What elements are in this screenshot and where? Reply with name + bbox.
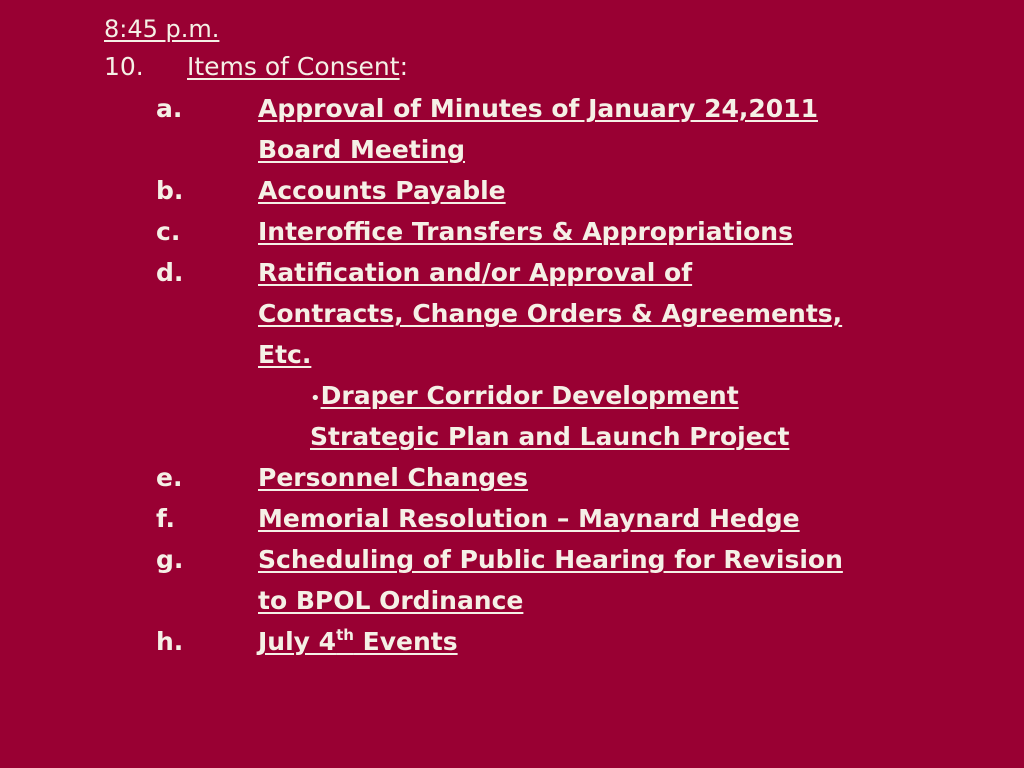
bullet-icon: • [310,388,321,409]
ratification-link-line-2[interactable]: Contracts, Change Orders & Agreements, [258,299,843,328]
ratification-link-line-1[interactable]: Ratification and/or Approval of [258,258,693,287]
item-letter-d: d. [156,258,184,287]
interoffice-transfers-link[interactable]: Interoffice Transfers & Appropriations [258,217,793,246]
events-text: Events [353,627,458,656]
accounts-payable-link[interactable]: Accounts Payable [258,176,506,205]
draper-corridor-link-line-1[interactable]: Draper Corridor Development [320,381,739,410]
ratification-link-line-3[interactable]: Etc. [258,340,312,369]
public-hearing-link-line-1[interactable]: Scheduling of Public Hearing for Revision [258,545,843,574]
item-letter-b: b. [156,176,184,205]
item-heading-colon: : [399,52,409,81]
sub-bullet-line-1 [310,375,739,419]
july-4th-events-link[interactable] [258,621,458,662]
personnel-changes-link[interactable]: Personnel Changes [258,463,529,492]
item-letter-a: a. [156,94,183,123]
memorial-resolution-link[interactable]: Memorial Resolution – Maynard Hedge [258,504,800,533]
approval-minutes-link-line-2[interactable]: Board Meeting [258,135,466,164]
public-hearing-link-line-2[interactable]: to BPOL Ordinance [258,586,524,615]
item-letter-f: f. [156,504,176,533]
item-letter-c: c. [156,217,181,246]
item-letter-h: h. [156,627,184,656]
items-of-consent-link[interactable]: Items of Consent [187,52,400,81]
approval-minutes-link-line-1[interactable]: Approval of Minutes of January 24,2011 [258,94,818,123]
th-superscript: th [336,626,354,644]
item-heading [187,46,408,87]
time-link[interactable]: 8:45 p.m. [104,15,220,43]
item-letter-e: e. [156,463,183,492]
july-4th-text: July 4 [258,627,337,656]
draper-corridor-link-line-2[interactable]: Strategic Plan and Launch Project [310,422,790,451]
item-number: 10. [104,52,144,81]
item-letter-g: g. [156,545,184,574]
